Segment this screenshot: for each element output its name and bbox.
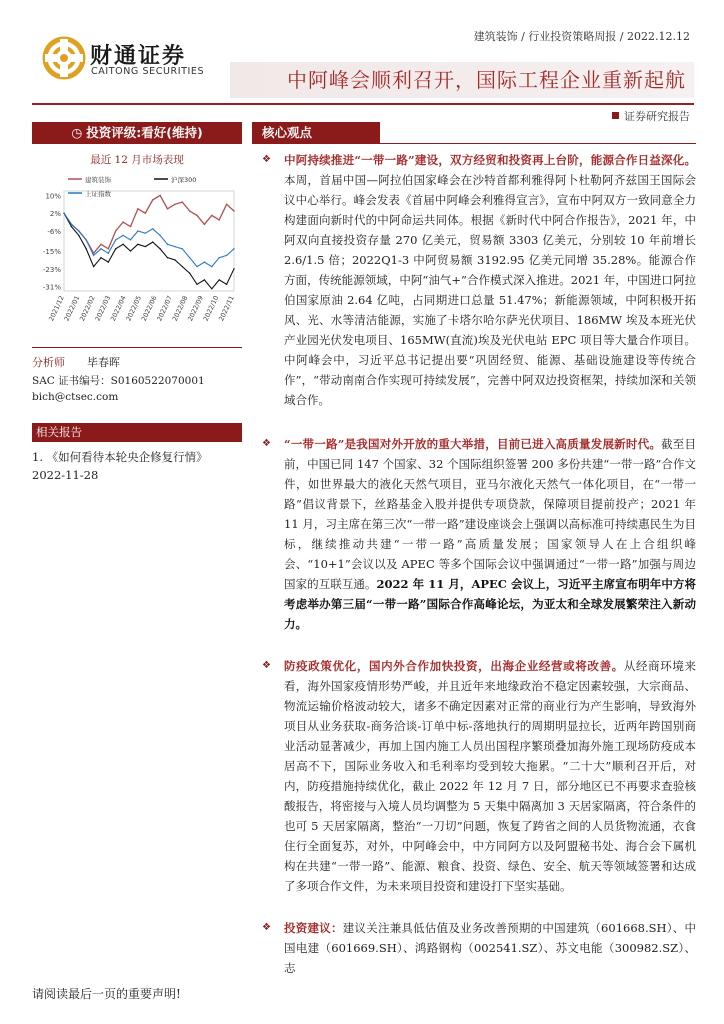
brand-name-en: CAITONG SECURITIES [91,66,205,77]
square-bullet-icon [612,112,619,119]
report-title: 中阿峰会顺利召开，国际工程企业重新起航 [287,68,686,92]
data-point [174,204,175,205]
rating-banner [32,122,242,144]
related-report-link[interactable]: 1. 《如何看待本轮央企修复行情》 [32,450,208,464]
rating-label: 投资评级:看好(维持) [86,125,203,140]
data-point [130,226,131,227]
data-point [159,195,160,196]
core-views [252,122,696,978]
data-point [189,257,190,258]
data-point [219,219,220,220]
section-lead: 防疫政策优化，国内外合作加快投资，出海企业经营或将改善。 [284,659,624,673]
data-point [122,244,123,245]
data-point [182,248,183,249]
data-point [137,244,138,245]
disclaimer-notice: 请阅读最后一页的重要声明! [32,987,181,1001]
data-point [145,213,146,214]
data-point [233,268,234,269]
related-report-date: 2022-11-28 [32,468,99,482]
section-body: 从经商环境来看，海外国家疫情形势严峻，并且近年来地缘政治不稳定因素较强，大宗商品、物流运输价格波动较大，诸多不确定因素对正常的商业行为产生影响，导致海外项目从业务获取-商务洽谈-订单中标-落地执行的周期明显拉长，近两年跨国别商业活动显著减少，再加上国内施工人员出国程序繁琐叠加海外施工现场防疫成本居高不下，国际业务收入和毛利率均受到较大拖累。“二十大”顺利召开后，对内，防疫措施持续优化，截止 2022 年 12 月 7 日，部分地区已不再要求查验核酸报告，将密接与入境人员均调整为 5 天集中隔离加 3 天居家隔离，符合条件的也可 5 天居家隔离，整治“一刀切”问题，恢复了跨省之间的人员货物流通，衣食住行全面复苏，对外，中阿峰会中，中方同阿方以及阿盟秘书处、海合会下属机构在共建“一带一路”、能源、粮食、投资、绿色、安全、航天等领域签署和达成了多项合作文件，为未来项目投资和建设打下坚实基础。 [284,659,697,893]
data-point [211,266,212,267]
data-point [219,279,220,280]
x-tick-label: 2022/09 [186,294,205,323]
data-point [167,257,168,258]
data-point [85,239,86,240]
data-point [130,239,131,240]
y-tick-label: -15% [42,248,61,256]
analyst-name: 毕春晖 [87,356,120,369]
sidebar [32,122,242,482]
market-performance-chart [36,173,240,333]
section-investment-advice [252,918,696,978]
data-point [152,228,153,229]
diamond-bullet-icon: ❖ [262,154,271,165]
x-tick-label: 2022/02 [78,294,97,323]
data-point [196,284,197,285]
sac-number: SAC 证书编号：S0160522070001 [32,375,205,387]
y-tick-label: -31% [42,283,61,292]
legend-label: 建筑装饰 [85,176,111,184]
section-body: 截至目前，中国已同 147 个国家、32 个国际组织签署 200 多份共建“一带一路”合作文件，如世界最大的液化天然气项目，亚马尔液化天然气一体化项目，在“一带一路”倡议背景下，丝路基金入股并提供专项贷款，保障项目提前投产；2021 年 11 月，习主席在第三次“一带一路”建设座谈会上强调以高标准可持续惠民生为目标，继续推动共建“一带一路”高质量发展；国家领导人在上合组织峰会、“10+1”会议以及 APEC 等多个国际会议中强调通过“一带一路”加强与周边国家的互联互通。 [284,437,697,591]
diamond-bullet-icon: ❖ [262,922,271,933]
data-point [108,261,109,262]
data-point [63,213,64,214]
data-point [100,248,101,249]
data-point [174,246,175,247]
data-point [108,248,109,249]
data-point [78,230,79,231]
data-point [204,279,205,280]
data-point [85,248,86,249]
data-point [108,253,109,254]
x-tick-label: 2022/03 [93,294,113,323]
market-performance-label: 最近 12 月市场表现 [90,154,184,166]
data-point [145,246,146,247]
analyst-label: 分析师 [32,356,65,369]
x-tick-label: 2021/12 [47,294,66,323]
data-point [122,235,123,236]
data-point [219,257,220,258]
brand-name-cn: 财通证券 [90,44,187,69]
report-meta: 建筑装饰 / 行业投资策略周报 / 2022.12.12 [473,30,690,43]
x-tick-label: 2022/10 [201,294,221,323]
section-epidemic-policy [252,656,696,896]
diamond-bullet-icon: ❖ [262,660,271,671]
y-tick-label: -6% [47,228,61,236]
data-point [182,266,183,267]
data-point [137,208,138,209]
series-line-1 [64,213,234,289]
data-point [233,210,234,211]
y-tick-label: -23% [42,265,61,274]
section-lead: “一带一路”是我国对外开放的重大举措，目前已进入高质量发展新时代。 [284,437,662,451]
section-body: 本周，首届中国—阿拉伯国家峰会在沙特首都利雅得阿卜杜勒阿齐兹国王国际会议中心举行。峰会发表《首届中阿峰会利雅得宣言》，宣布中阿双方一致同意全力构建面向新时代的中阿命运共同体。根据《新时代中阿合作报告》，2021 年，中阿双向直接投资存量 270 亿美元，贸易额 3303 亿美元，分别较 10 年前增长 2.6/1.5 倍；2022Q1-3 中阿贸易额 3192.95 亿美元同增 35.28%。能源合作方面，传统能源领域，中阿“油气+”合作模式深入推进。2021 年，中国进口阿拉伯国家原油 2.64 亿吨，占同期进口总量 51.47%；新能源领域，中阿积极开拓风、光、水等清洁能源，实施了卡塔尔哈尔萨光伏项目、186MW 埃及本班光伏产业园光伏发电项目、165MW(直流)埃及光伏电站 EPC 项目等大量合作项目。中阿峰会中，习近平总书记提出要“巩固经贸、能源、基础设施建设等传统合作”，“带动南南合作实现可持续发展”，完善中阿双边投资框架，持续加深和关领域合作。 [284,173,696,407]
data-point [100,257,101,258]
data-point [159,248,160,249]
data-point [137,230,138,231]
core-divider [252,143,696,144]
data-point [152,199,153,200]
analyst-row [32,347,242,370]
legend-label: 上证指数 [85,190,111,198]
data-point [226,255,227,256]
section-bold: 2022 年 11 月，APEC 会议上，习近平主席宣布明年中方将考虑举办第三届“一带一路”国际合作高峰论坛，为亚太和全球发展繁荣注入新动力。 [284,577,696,631]
x-tick-label: 2022/01 [62,294,82,323]
data-point [167,208,168,209]
data-point [189,273,190,274]
analyst-email[interactable]: bich@ctsec.com [32,391,119,403]
data-point [196,266,197,267]
data-point [226,204,227,205]
section-lead: 中阿持续推进“一带一路”建设，双方经贸和投资再上台阶，能源合作日益深化。 [284,153,696,167]
x-tick-label: 2022/04 [108,294,128,323]
y-tick-label: 2% [49,210,61,219]
core-views-heading: 核心观点 [252,122,380,144]
data-point [189,210,190,211]
data-point [145,233,146,234]
data-point [159,235,160,236]
data-point [130,250,131,251]
related-reports-heading: 相关报告 [32,423,242,442]
section-body: 建议关注兼具低估值及业务改善预期的中国建筑（601668.SH）、中国电建（601669.SH）、鸿路钢构（002541.SZ）、苏文电能（300982.SZ）、志 [284,921,696,975]
diamond-bullet-icon: ❖ [262,438,271,449]
report-type-label: 证券研究报告 [624,110,690,123]
data-point [211,215,212,216]
data-point [182,201,183,202]
y-tick-label: 10% [45,192,61,201]
section-china-arab [252,150,696,410]
clock-icon: ◷ [71,125,83,140]
section-lead: 投资建议： [284,921,343,935]
data-point [93,266,94,267]
data-point [122,221,123,222]
data-point [93,255,94,256]
data-point [115,230,116,231]
chart-svg [36,173,240,333]
x-tick-label: 2022/08 [170,294,190,323]
data-point [115,239,116,240]
data-point [115,248,116,249]
data-point [100,244,101,245]
data-point [174,259,175,260]
series-line-2 [64,213,234,266]
data-point [167,244,168,245]
data-point [78,235,79,236]
header-divider [32,103,694,105]
caitong-logo-icon [42,36,86,80]
data-point [211,288,212,289]
data-point [71,224,72,225]
brand-logo [42,36,205,86]
data-point [152,241,153,242]
x-tick-label: 2022/07 [155,294,174,323]
data-point [196,215,197,216]
data-point [204,224,205,225]
x-tick-label: 2022/05 [124,294,144,323]
section-belt-road [252,434,696,634]
legend-label: 沪深300 [171,176,197,184]
data-point [71,226,72,227]
x-tick-label: 2022/11 [217,294,236,323]
data-point [204,261,205,262]
data-point [226,284,227,285]
data-point [233,248,234,249]
x-tick-label: 2022/06 [139,294,159,323]
